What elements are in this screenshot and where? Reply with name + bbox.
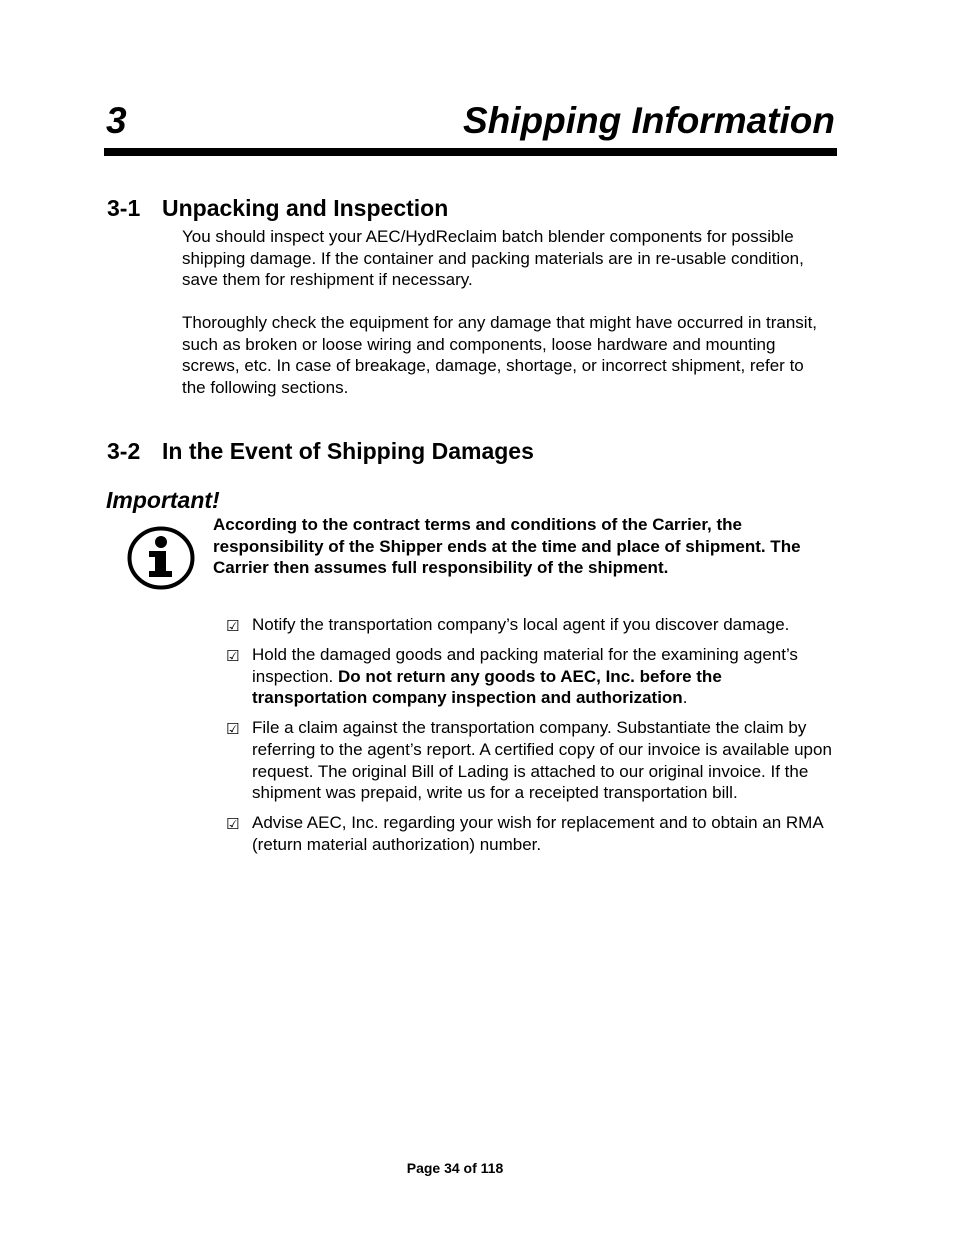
list-item-text: Hold the damaged goods and packing material for the examining agent’s inspection.: [252, 645, 798, 686]
list-item: [226, 614, 836, 636]
list-item-text: File a claim against the transportation company. Substantiate the claim by referring to the agent’s report. A certified copy of our invoice is available upon request. The original Bill of Lading is attached to our original invoice. If the shipment was prepaid, write us for a receipted transportation bill.: [252, 718, 832, 803]
checkbox-icon: ☑: [226, 815, 240, 834]
important-label: Important!: [106, 487, 220, 513]
section-title: In the Event of Shipping Damages: [162, 438, 534, 464]
list-item: [226, 717, 836, 803]
list-item: [226, 644, 836, 709]
important-notice: According to the contract terms and conditions of the Carrier, the responsibility of the Shipper ends at the time and place of shipment. The Carrier then assumes full responsibility of the shipment.: [213, 515, 801, 578]
chapter-header: [104, 96, 837, 156]
section-heading-unpacking: [107, 194, 448, 222]
list-item-text: Advise AEC, Inc. regarding your wish for replacement and to obtain an RMA (return material authorization) number.: [252, 813, 823, 854]
chapter-title: Shipping Information: [462, 100, 835, 141]
section-number: 3-1: [107, 195, 141, 221]
list-item-end: .: [682, 688, 688, 708]
list-item-emphasis: Do not return any goods to AEC, Inc. before the transportation company inspection and authorization: [252, 666, 722, 708]
checkbox-icon: ☑: [226, 617, 240, 635]
checkbox-icon: ☑: [226, 720, 240, 739]
chapter-number: 3: [106, 100, 127, 141]
section-heading-damages: [107, 437, 534, 465]
list-item-text: Notify the transportation company’s local agent if you discover damage.: [252, 615, 790, 634]
list-item: [226, 812, 836, 855]
page-number: Page 34 of 118: [406, 1160, 504, 1176]
unpacking-paragraph-2: Thoroughly check the equipment for any damage that might have occurred in transit, such as broken or loose wiring and components, loose hardware and mounting screws, etc. In case of breakage, damage, shortage, or incorrect shipment, refer to the following sections.: [182, 313, 818, 397]
info-icon: [127, 526, 195, 590]
damage-checklist: [226, 614, 836, 864]
section-title: Unpacking and Inspection: [162, 195, 449, 221]
section-number: 3-2: [107, 438, 141, 464]
unpacking-paragraph-1: You should inspect your AEC/HydReclaim batch blender components for possible shipping damage. If the container and packing materials are in re-usable condition, save them for reshipment if necessary.: [182, 227, 804, 290]
checkbox-icon: ☑: [226, 647, 240, 666]
